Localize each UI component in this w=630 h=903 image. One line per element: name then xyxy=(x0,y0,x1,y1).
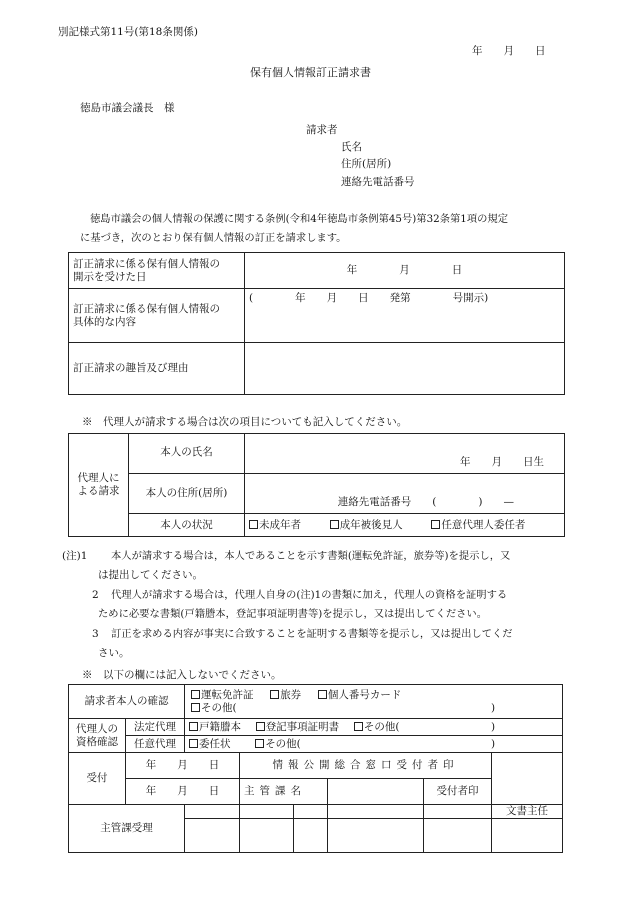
agent-qualification-label: 代理人の 資格確認 xyxy=(69,719,126,753)
principal-name-label: 本人の氏名 xyxy=(129,434,245,474)
agent-request-table xyxy=(68,433,565,537)
id-driver-license-checkbox[interactable]: 運転免許証 xyxy=(191,689,254,701)
form-label: 別記様式第11号(第18条関係) xyxy=(58,26,198,38)
agent-side-label: 代理人に よる請求 xyxy=(69,434,129,537)
dept-receipt-label: 主管課受理 xyxy=(69,805,185,853)
intro-line-1: 徳島市議会の個人情報の保護に関する条例(令和4年徳島市条例第45号)第32条第1項の規定 xyxy=(90,213,509,225)
disclosure-date-label: 訂正請求に係る保有個人情報の 開示を受けた日 xyxy=(69,253,245,289)
id-other-checkbox[interactable]: その他( xyxy=(191,702,237,714)
note-3-line-a: 訂正を求める内容が事実に合致することを証明する書類等を提示し，又は提出してくだ xyxy=(111,628,513,640)
principal-birth-line[interactable]: 年 月 日生 xyxy=(245,434,565,474)
note-2-number: 2 xyxy=(92,589,99,601)
office-use-table xyxy=(68,684,563,853)
requester-phone-label: 連絡先電話番号 xyxy=(341,176,415,188)
requester-address-label: 住所(居所) xyxy=(341,158,392,170)
principal-phone-line[interactable]: 連絡先電話番号 ( ) — xyxy=(245,474,565,514)
id-passport-checkbox[interactable]: 旅券 xyxy=(270,689,301,701)
agent-note: ※ 代理人が請求する場合は次の項目についても記入してください。 xyxy=(82,416,408,428)
status-ward-checkbox[interactable]: 成年被後見人 xyxy=(330,519,403,531)
content-label: 訂正請求に係る保有個人情報の 具体的な内容 xyxy=(69,289,245,343)
note-2-line-a: 代理人が請求する場合は，代理人自身の(注)1の書類に加え，代理人の資格を証明する xyxy=(111,589,508,601)
page-title: 保有個人情報訂正請求書 xyxy=(250,66,371,79)
section-name-label: 主管課名 xyxy=(240,779,328,805)
status-delegator-checkbox[interactable]: 任意代理人委任者 xyxy=(431,519,525,531)
requester-heading: 請求者 xyxy=(306,124,338,136)
section-name-value[interactable] xyxy=(328,779,424,805)
correction-request-table xyxy=(68,252,565,395)
note-1-line-a: 本人が請求する場合は，本人であることを示す書類(運転免許証，旅券等)を提示し，又 xyxy=(111,550,511,562)
note-3-line-b: さい。 xyxy=(98,647,130,659)
note-2-line-b: ために必要な書類(戸籍謄本，登記事項証明書等)を提示し，又は提出してください。 xyxy=(98,608,488,620)
receipt-stamp-box[interactable] xyxy=(492,753,563,805)
requester-name-label: 氏名 xyxy=(341,141,362,153)
voluntary-agent-label: 任意代理 xyxy=(126,736,185,753)
disclosure-date-value[interactable]: 年 月 日 xyxy=(245,253,565,289)
id-mynumber-checkbox[interactable]: 個人番号カード xyxy=(318,689,402,701)
note-1-number: (注)1 xyxy=(62,550,88,562)
content-value[interactable]: ( 年 月 日 発第 号開示) xyxy=(245,289,565,343)
id-check-options: 運転免許証 旅券 個人番号カード その他( ) xyxy=(185,685,563,719)
receipt-date-1[interactable]: 年 月 日 xyxy=(126,753,240,779)
reason-value[interactable] xyxy=(245,343,565,395)
legal-agent-options: 戸籍謄本 登記事項証明書 その他( ) xyxy=(185,719,563,736)
receipt-label: 受付 xyxy=(69,753,126,805)
intro-line-2: に基づき，次のとおり保有個人情報の訂正を請求します。 xyxy=(80,232,347,244)
doc-chief-stamp-box[interactable] xyxy=(492,819,563,853)
note-1-line-b: は提出してください。 xyxy=(98,569,203,581)
office-note: ※ 以下の欄には記入しないでください。 xyxy=(82,669,282,681)
addressee: 徳島市議会議長 様 xyxy=(80,102,175,114)
doc-chief-label: 文書主任 xyxy=(492,805,563,819)
reason-label: 訂正請求の趣旨及び理由 xyxy=(69,343,245,395)
id-check-label: 請求者本人の確認 xyxy=(69,685,185,719)
principal-status-label: 本人の状況 xyxy=(129,514,245,537)
vol-power-of-attorney-checkbox[interactable]: 委任状 xyxy=(189,738,231,750)
vol-other-checkbox[interactable]: その他( xyxy=(255,738,301,750)
status-minor-checkbox[interactable]: 未成年者 xyxy=(249,519,301,531)
receipt-date-2[interactable]: 年 月 日 xyxy=(126,779,240,805)
principal-status-options xyxy=(245,514,565,537)
date-line: 年 月 日 xyxy=(472,45,546,57)
principal-address-label: 本人の住所(居所) xyxy=(129,474,245,514)
legal-registry-cert-checkbox[interactable]: 登記事項証明書 xyxy=(256,721,340,733)
window-receiver-stamp-label: 情報公開総合窓口受付者印 xyxy=(240,753,492,779)
legal-family-register-checkbox[interactable]: 戸籍謄本 xyxy=(189,721,241,733)
note-3-number: 3 xyxy=(92,628,99,640)
legal-agent-label: 法定代理 xyxy=(126,719,185,736)
receiver-stamp-label: 受付者印 xyxy=(424,779,492,805)
legal-other-checkbox[interactable]: その他( xyxy=(354,721,400,733)
voluntary-agent-options: 委任状 その他( ) xyxy=(185,736,563,753)
